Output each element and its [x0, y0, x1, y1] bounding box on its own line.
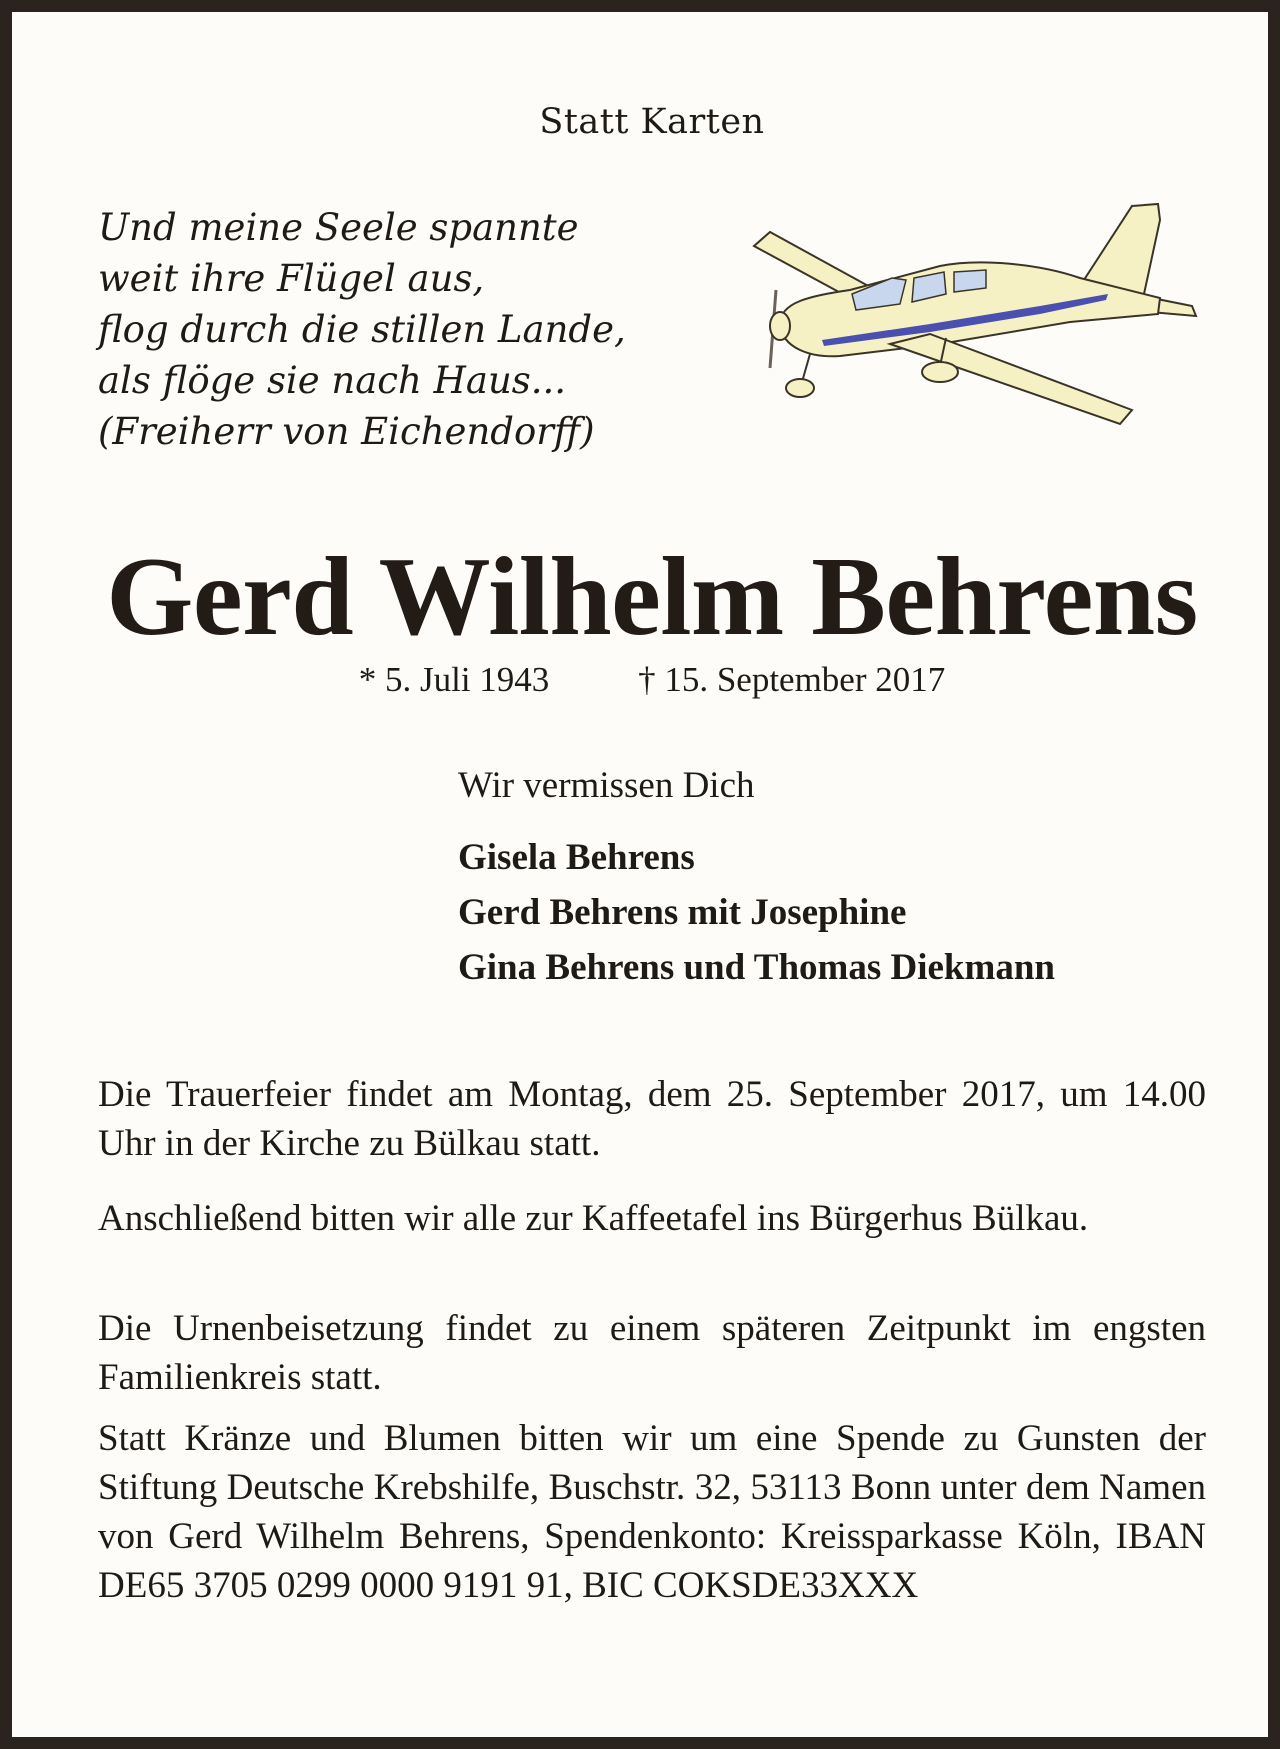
poem-line: flog durch die stillen Lande, — [98, 308, 626, 351]
poem-line: als flöge sie nach Haus... — [98, 359, 567, 402]
mourner-name: Gisela Behrens — [458, 837, 695, 878]
mourners-list — [458, 830, 1055, 995]
airplane-icon — [740, 198, 1200, 458]
life-dates — [12, 660, 1280, 700]
coffee-invitation: Anschließend bitten wir alle zur Kaffeetafel ins Bürgerhus Bülkau. — [98, 1198, 1089, 1239]
death-date: † 15. September 2017 — [638, 660, 946, 699]
deceased-name: Gerd Wilhelm Behrens — [106, 535, 1198, 659]
funeral-details: Die Trauerfeier findet am Montag, dem 25. September 2017, um 14.00 Uhr in der Kirche zu Bülkau statt. — [98, 1074, 1206, 1164]
mourner-name: Gina Behrens und Thomas Diekmann — [458, 947, 1055, 988]
poem-line: weit ihre Flügel aus, — [98, 257, 485, 300]
birth-date: * 5. Juli 1943 — [358, 660, 550, 699]
poem-line: Und meine Seele spannte — [98, 206, 579, 249]
poem-attribution: (Freiherr von Eichendorff) — [98, 410, 595, 453]
mourner-name: Gerd Behrens mit Josephine — [458, 892, 907, 933]
mourners-intro: Wir vermissen Dich — [458, 765, 755, 806]
urn-burial-note: Die Urnenbeisetzung findet zu einem späteren Zeitpunkt im engsten Familienkreis statt. — [98, 1308, 1206, 1398]
poem-quote — [98, 202, 626, 457]
donation-request: Statt Kränze und Blumen bitten wir um eine Spende zu Gunsten der Stiftung Deutsche Krebshilfe, Buschstr. 32, 53113 Bonn unter dem Namen von Gerd Wilhelm Behrens, Spendenkonto: Kreissparkasse Köln, IBAN DE65 3705 0299 0000 9191 91, BIC COKSDE33XXX — [98, 1418, 1206, 1606]
header-statt-karten: Statt Karten — [539, 102, 765, 142]
